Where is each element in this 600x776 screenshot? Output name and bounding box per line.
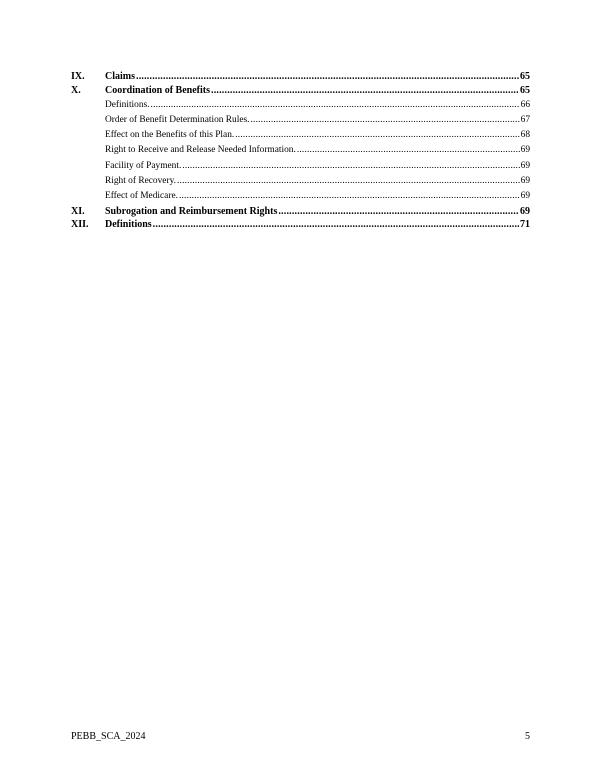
toc-entry-coordination-of-benefits[interactable] (71, 84, 530, 98)
toc-subentry-right-of-recovery[interactable] (71, 174, 530, 189)
toc-entry-page: 66 (520, 100, 530, 111)
toc-entry-title: Right of Recovery. (105, 175, 176, 186)
toc-subentry-effect-of-medicare[interactable] (71, 189, 530, 204)
toc-entry-page: 69 (520, 160, 530, 171)
toc-entry-title: Subrogation and Reimbursement Rights (105, 205, 278, 217)
dot-leader (278, 205, 519, 219)
footer-page-number: 5 (525, 731, 530, 742)
toc-entry-title: Claims (105, 71, 135, 82)
dot-leader (136, 70, 519, 84)
toc-entry-definitions[interactable] (71, 218, 530, 232)
toc-entry-title: Definitions (105, 219, 152, 231)
toc-entry-claims[interactable] (71, 70, 530, 84)
toc-entry-page: 71 (520, 219, 530, 231)
toc-subentry-facility-of-payment[interactable] (71, 159, 530, 174)
dot-leader (211, 84, 519, 98)
toc-entry-title: Right to Receive and Release Needed Information. (105, 145, 296, 156)
toc-entry-page: 69 (520, 175, 530, 186)
dot-leader (235, 128, 519, 143)
toc-entry-page: 69 (520, 205, 530, 217)
toc-entry-title: Order of Benefit Determination Rules. (105, 115, 250, 126)
toc-entry-page: 68 (520, 130, 530, 141)
table-of-contents (71, 70, 530, 232)
dot-leader (153, 218, 519, 232)
toc-entry-number: XII. (71, 219, 89, 231)
toc-entry-title: Effect of Medicare. (105, 190, 178, 201)
toc-entry-number: XI. (71, 205, 85, 217)
toc-subentry-right-to-receive-info[interactable] (71, 143, 530, 158)
toc-entry-page: 65 (520, 84, 530, 96)
toc-entry-number: IX. (71, 71, 85, 82)
toc-entry-title: Definitions. (105, 100, 150, 111)
footer-doc-id: PEBB_SCA_2024 (71, 731, 146, 742)
toc-subentry-definitions[interactable] (71, 98, 530, 113)
dot-leader (151, 98, 520, 113)
dot-leader (182, 159, 519, 174)
dot-leader (297, 143, 520, 158)
toc-entry-title: Effect on the Benefits of this Plan. (105, 130, 235, 141)
toc-entry-page: 65 (520, 71, 530, 82)
toc-subentry-order-of-benefit-determination[interactable] (71, 113, 530, 128)
dot-leader (251, 113, 520, 128)
dot-leader (177, 174, 520, 189)
toc-entry-page: 69 (520, 145, 530, 156)
toc-subentry-effect-on-benefits[interactable] (71, 128, 530, 143)
toc-entry-number: X. (71, 84, 81, 96)
toc-entry-subrogation[interactable] (71, 205, 530, 219)
toc-entry-title: Facility of Payment. (105, 160, 182, 171)
toc-entry-page: 67 (520, 115, 530, 126)
toc-entry-title: Coordination of Benefits (105, 84, 210, 96)
page-footer (71, 731, 530, 742)
dot-leader (179, 189, 520, 204)
toc-entry-page: 69 (520, 190, 530, 201)
